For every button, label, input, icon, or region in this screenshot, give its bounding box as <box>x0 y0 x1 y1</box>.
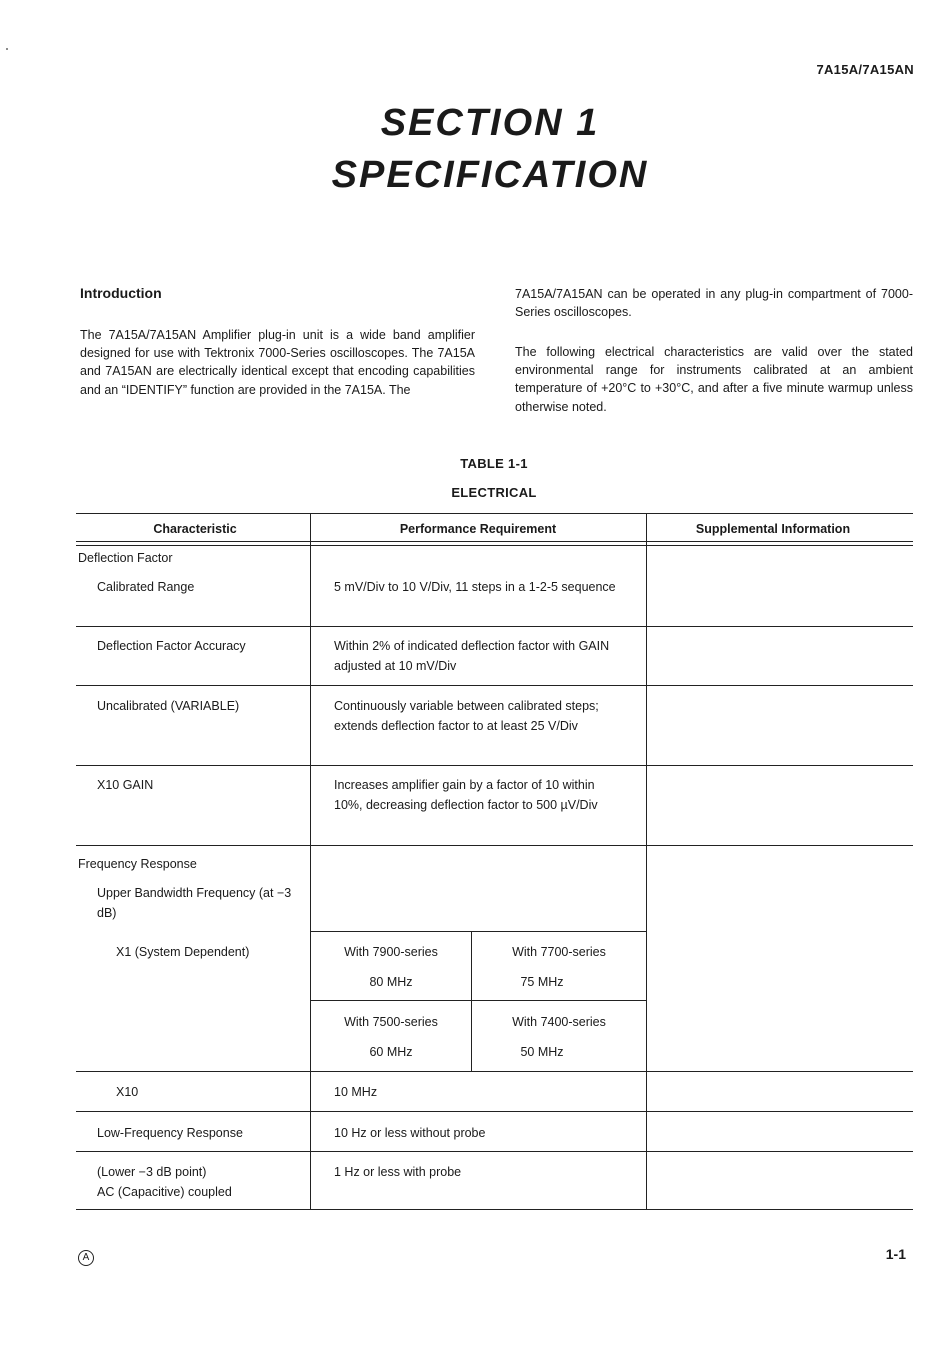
cell-7900-label: With 7900-series <box>344 945 438 959</box>
page-speck <box>6 48 8 50</box>
cell-7500-label: With 7500-series <box>344 1015 438 1029</box>
cell-7400-label: With 7400-series <box>512 1015 606 1029</box>
header-rule-2 <box>76 545 913 546</box>
cell-frequency-response: Frequency Response <box>78 857 197 871</box>
cell-ac-coupled: AC (Capacitive) coupled <box>97 1185 232 1199</box>
row-rule <box>310 1000 647 1001</box>
cell-with-probe-perf: 1 Hz or less with probe <box>334 1165 462 1179</box>
cell-low-frequency-perf: 10 Hz or less without probe <box>334 1126 486 1140</box>
table-caption: ELECTRICAL <box>451 485 537 500</box>
row-rule <box>76 845 913 846</box>
cell-calibrated-range-perf: 5 mV/Div to 10 V/Div, 11 steps in a 1-2-5 sequence <box>334 580 616 594</box>
column-divider-1 <box>310 513 311 1210</box>
cell-accuracy: Deflection Factor Accuracy <box>97 639 246 653</box>
cell-7500-value: 60 MHz <box>369 1045 413 1059</box>
cell-7400-value: 50 MHz <box>520 1045 564 1059</box>
cell-uncalibrated: Uncalibrated (VARIABLE) <box>97 699 240 713</box>
header-characteristic: Characteristic <box>153 522 237 536</box>
section-number: SECTION 1 <box>380 102 600 144</box>
table-number: TABLE 1-1 <box>460 456 528 471</box>
header-performance: Performance Requirement <box>399 522 557 536</box>
header-rule-1 <box>76 541 913 542</box>
cell-7700-label: With 7700-series <box>512 945 606 959</box>
cell-x10-gain-perf: Increases amplifier gain by a factor of 10 within 10%, decreasing deflection factor to 500 µV/Div <box>334 778 598 812</box>
cell-upper-bandwidth: Upper Bandwidth Frequency (at −3 dB) <box>97 886 292 920</box>
cell-x10-gain: X10 GAIN <box>97 778 154 792</box>
cell-x1-system: X1 (System Dependent) <box>116 945 250 959</box>
row-rule <box>76 1071 913 1072</box>
cell-uncalibrated-perf: Continuously variable between calibrated steps; extends deflection factor to at least 25 V/Div <box>334 699 599 733</box>
cell-x10-perf: 10 MHz <box>334 1085 378 1099</box>
cell-accuracy-perf: Within 2% of indicated deflection factor with GAIN adjusted at 10 mV/Div <box>334 639 610 673</box>
row-rule <box>76 626 913 627</box>
revision-mark: A <box>78 1250 94 1266</box>
section-title: SPECIFICATION <box>331 154 649 196</box>
table-bottom-rule <box>76 1209 913 1210</box>
cell-calibrated-range: Calibrated Range <box>97 580 195 594</box>
intro-paragraph-right-2: The following electrical characteristics are valid over the stated environmental range for instruments calibrated at an ambient temperature of +20°C to +30°C, and after a five minute warmup unless otherwise noted. <box>515 345 913 414</box>
row-rule <box>76 765 913 766</box>
intro-paragraph-right-1: 7A15A/7A15AN can be operated in any plug-in compartment of 7000-Series oscilloscopes. <box>515 287 913 320</box>
row-rule <box>76 1111 913 1112</box>
row-rule <box>310 931 647 932</box>
intro-heading: Introduction <box>80 285 162 301</box>
cell-7700-value: 75 MHz <box>520 975 564 989</box>
cell-deflection-factor: Deflection Factor <box>78 551 173 565</box>
cell-lower-point: (Lower −3 dB point) <box>97 1165 207 1179</box>
row-rule <box>76 1151 913 1152</box>
row-rule <box>76 685 913 686</box>
header-supplemental: Supplemental Information <box>695 522 851 536</box>
cell-x10: X10 <box>116 1085 139 1099</box>
page-number: 1-1 <box>885 1246 906 1262</box>
intro-paragraph-left: The 7A15A/7A15AN Amplifier plug-in unit is a wide band amplifier designed for use with Tektronix 7000-Series oscilloscopes. The 7A15A and 7A15AN are electrically identical except that encoding capabilities and an “IDENTIFY” function are provided in the 7A15A. The <box>80 328 475 397</box>
model-identifier: 7A15A/7A15AN <box>816 62 914 77</box>
column-divider-2 <box>646 513 647 1210</box>
table-top-rule <box>76 513 913 514</box>
cell-7900-value: 80 MHz <box>369 975 413 989</box>
cell-low-frequency: Low-Frequency Response <box>97 1126 243 1140</box>
